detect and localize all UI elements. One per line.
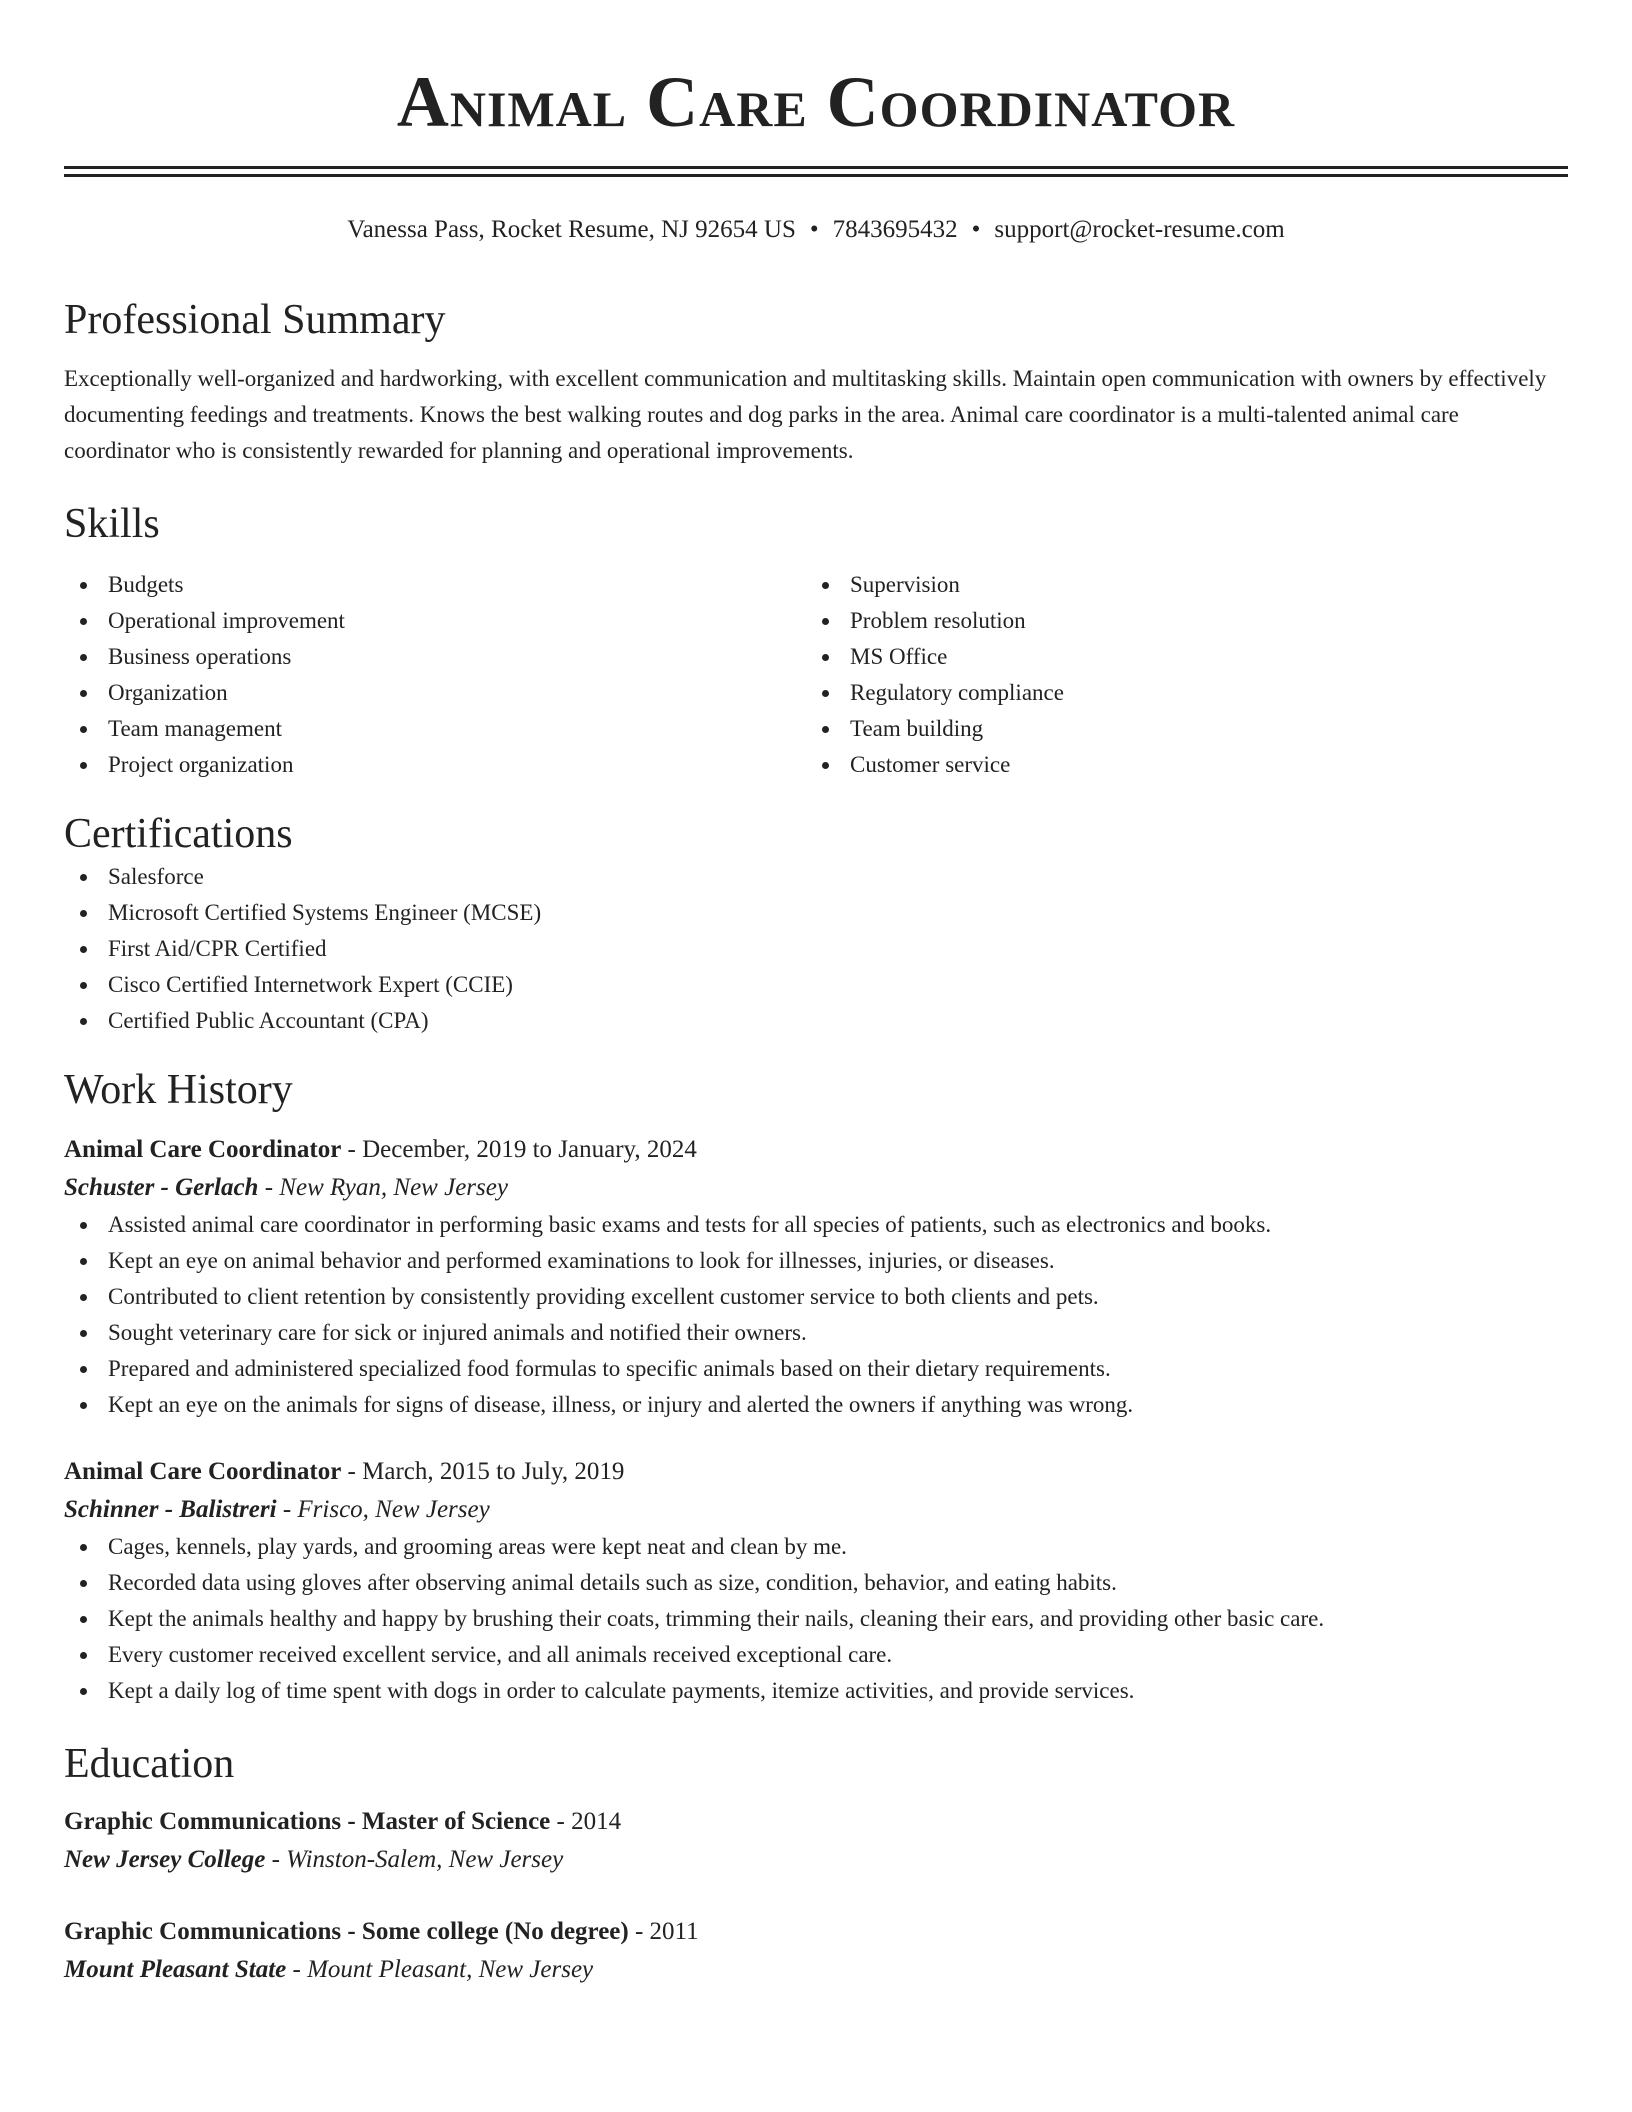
education-heading (64, 1913, 1568, 1951)
education-school: New Jersey College (64, 1846, 266, 1873)
summary-text: Exceptionally well-organized and hardworking, with excellent communication and multitasking skills. Maintain open communication with owners by effectively documenting feedings and treatments. Knows the best walking routes and dog parks in the area. Animal care coordinator is a multi-talented animal care coordinator who is consistently rewarded for planning and operational improvements. (64, 366, 1547, 463)
education-degree: Graphic Communications - Master of Science (64, 1808, 551, 1835)
skill-item: Supervision (806, 567, 1548, 603)
certifications-section-title: Certifications (64, 811, 293, 857)
education-school-line (64, 1841, 1568, 1879)
contact-phone: 7843695432 (832, 216, 958, 243)
education-section-title: Education (64, 1741, 235, 1787)
resume-name-heading: Animal Care Coordinator (396, 62, 1236, 142)
skill-item: Team management (64, 711, 806, 747)
job-dates: - March, 2015 to July, 2019 (341, 1458, 625, 1485)
certification-item: Certified Public Accountant (CPA) (64, 1003, 1568, 1039)
job-duties-list (64, 1207, 1568, 1423)
education-heading (64, 1803, 1568, 1841)
skill-item: Operational improvement (64, 603, 806, 639)
job-duty-item: Prepared and administered specialized food formulas to specific animals based on their dietary requirements. (64, 1351, 1568, 1387)
job-duty-item: Sought veterinary care for sick or injured animals and notified their owners. (64, 1315, 1568, 1351)
job-role: Animal Care Coordinator (64, 1136, 342, 1163)
job-heading (64, 1131, 1568, 1169)
skill-item: Business operations (64, 639, 806, 675)
certification-item: First Aid/CPR Certified (64, 931, 1568, 967)
job-duty-item: Cages, kennels, play yards, and grooming areas were kept neat and clean by me. (64, 1529, 1568, 1565)
skills-list-right (806, 567, 1548, 783)
summary-section-title: Professional Summary (64, 297, 446, 343)
resume-page (64, 0, 1568, 1989)
job-duty-item: Kept an eye on animal behavior and performed examinations to look for illnesses, injuries, or diseases. (64, 1243, 1568, 1279)
job-entry (64, 1453, 1568, 1709)
job-role: Animal Care Coordinator (64, 1458, 342, 1485)
skill-item: Organization (64, 675, 806, 711)
education-entry (64, 1803, 1568, 1879)
job-location: - Frisco, New Jersey (276, 1496, 490, 1523)
skills-column-right (806, 567, 1548, 783)
education-school-line (64, 1951, 1568, 1989)
skills-grid (64, 567, 1568, 783)
skill-item: Customer service (806, 747, 1548, 783)
skill-item: Regulatory compliance (806, 675, 1548, 711)
job-employer (64, 1491, 1568, 1529)
skill-item: Problem resolution (806, 603, 1548, 639)
job-duty-item: Recorded data using gloves after observing animal details such as size, condition, behavior, and eating habits. (64, 1565, 1568, 1601)
certification-item: Salesforce (64, 859, 1568, 895)
job-duty-item: Every customer received excellent service, and all animals received exceptional care. (64, 1637, 1568, 1673)
education-location: - Mount Pleasant, New Jersey (286, 1956, 594, 1983)
job-company: Schuster - Gerlach (64, 1174, 259, 1201)
header-divider (64, 166, 1568, 177)
skill-item: Team building (806, 711, 1548, 747)
contact-email: support@rocket-resume.com (994, 216, 1285, 243)
work-history-section-title: Work History (64, 1067, 293, 1113)
education-year: - 2014 (550, 1808, 622, 1835)
job-dates: - December, 2019 to January, 2024 (341, 1136, 697, 1163)
job-duty-item: Kept a daily log of time spent with dogs in order to calculate payments, itemize activities, and provide services. (64, 1673, 1568, 1709)
certification-item: Cisco Certified Internetwork Expert (CCIE) (64, 967, 1568, 1003)
skills-section-title: Skills (64, 501, 160, 547)
education-entry (64, 1913, 1568, 1989)
job-duty-item: Assisted animal care coordinator in performing basic exams and tests for all species of patients, such as electronics and books. (64, 1207, 1568, 1243)
skills-column-left (64, 567, 806, 783)
education-degree: Graphic Communications - Some college (No degree) (64, 1918, 629, 1945)
education-school: Mount Pleasant State (64, 1956, 287, 1983)
contact-separator: • (971, 216, 981, 243)
job-heading (64, 1453, 1568, 1491)
job-location: - New Ryan, New Jersey (258, 1174, 508, 1201)
skill-item: Budgets (64, 567, 806, 603)
certifications-list (64, 859, 1568, 1039)
contact-address: Vanessa Pass, Rocket Resume, NJ 92654 US (347, 216, 796, 243)
contact-line (64, 215, 1568, 245)
job-duty-item: Kept the animals healthy and happy by brushing their coats, trimming their nails, cleaning their ears, and providing other basic care. (64, 1601, 1568, 1637)
job-employer (64, 1169, 1568, 1207)
skill-item: MS Office (806, 639, 1548, 675)
job-company: Schinner - Balistreri (64, 1496, 277, 1523)
education-year: - 2011 (628, 1918, 699, 1945)
skill-item: Project organization (64, 747, 806, 783)
education-location: - Winston-Salem, New Jersey (265, 1846, 564, 1873)
contact-separator: • (809, 216, 819, 243)
certification-item: Microsoft Certified Systems Engineer (MCSE) (64, 895, 1568, 931)
job-duties-list (64, 1529, 1568, 1709)
job-entry (64, 1131, 1568, 1423)
job-duty-item: Contributed to client retention by consistently providing excellent customer service to both clients and pets. (64, 1279, 1568, 1315)
skills-list-left (64, 567, 806, 783)
job-duty-item: Kept an eye on the animals for signs of disease, illness, or injury and alerted the owners if anything was wrong. (64, 1387, 1568, 1423)
